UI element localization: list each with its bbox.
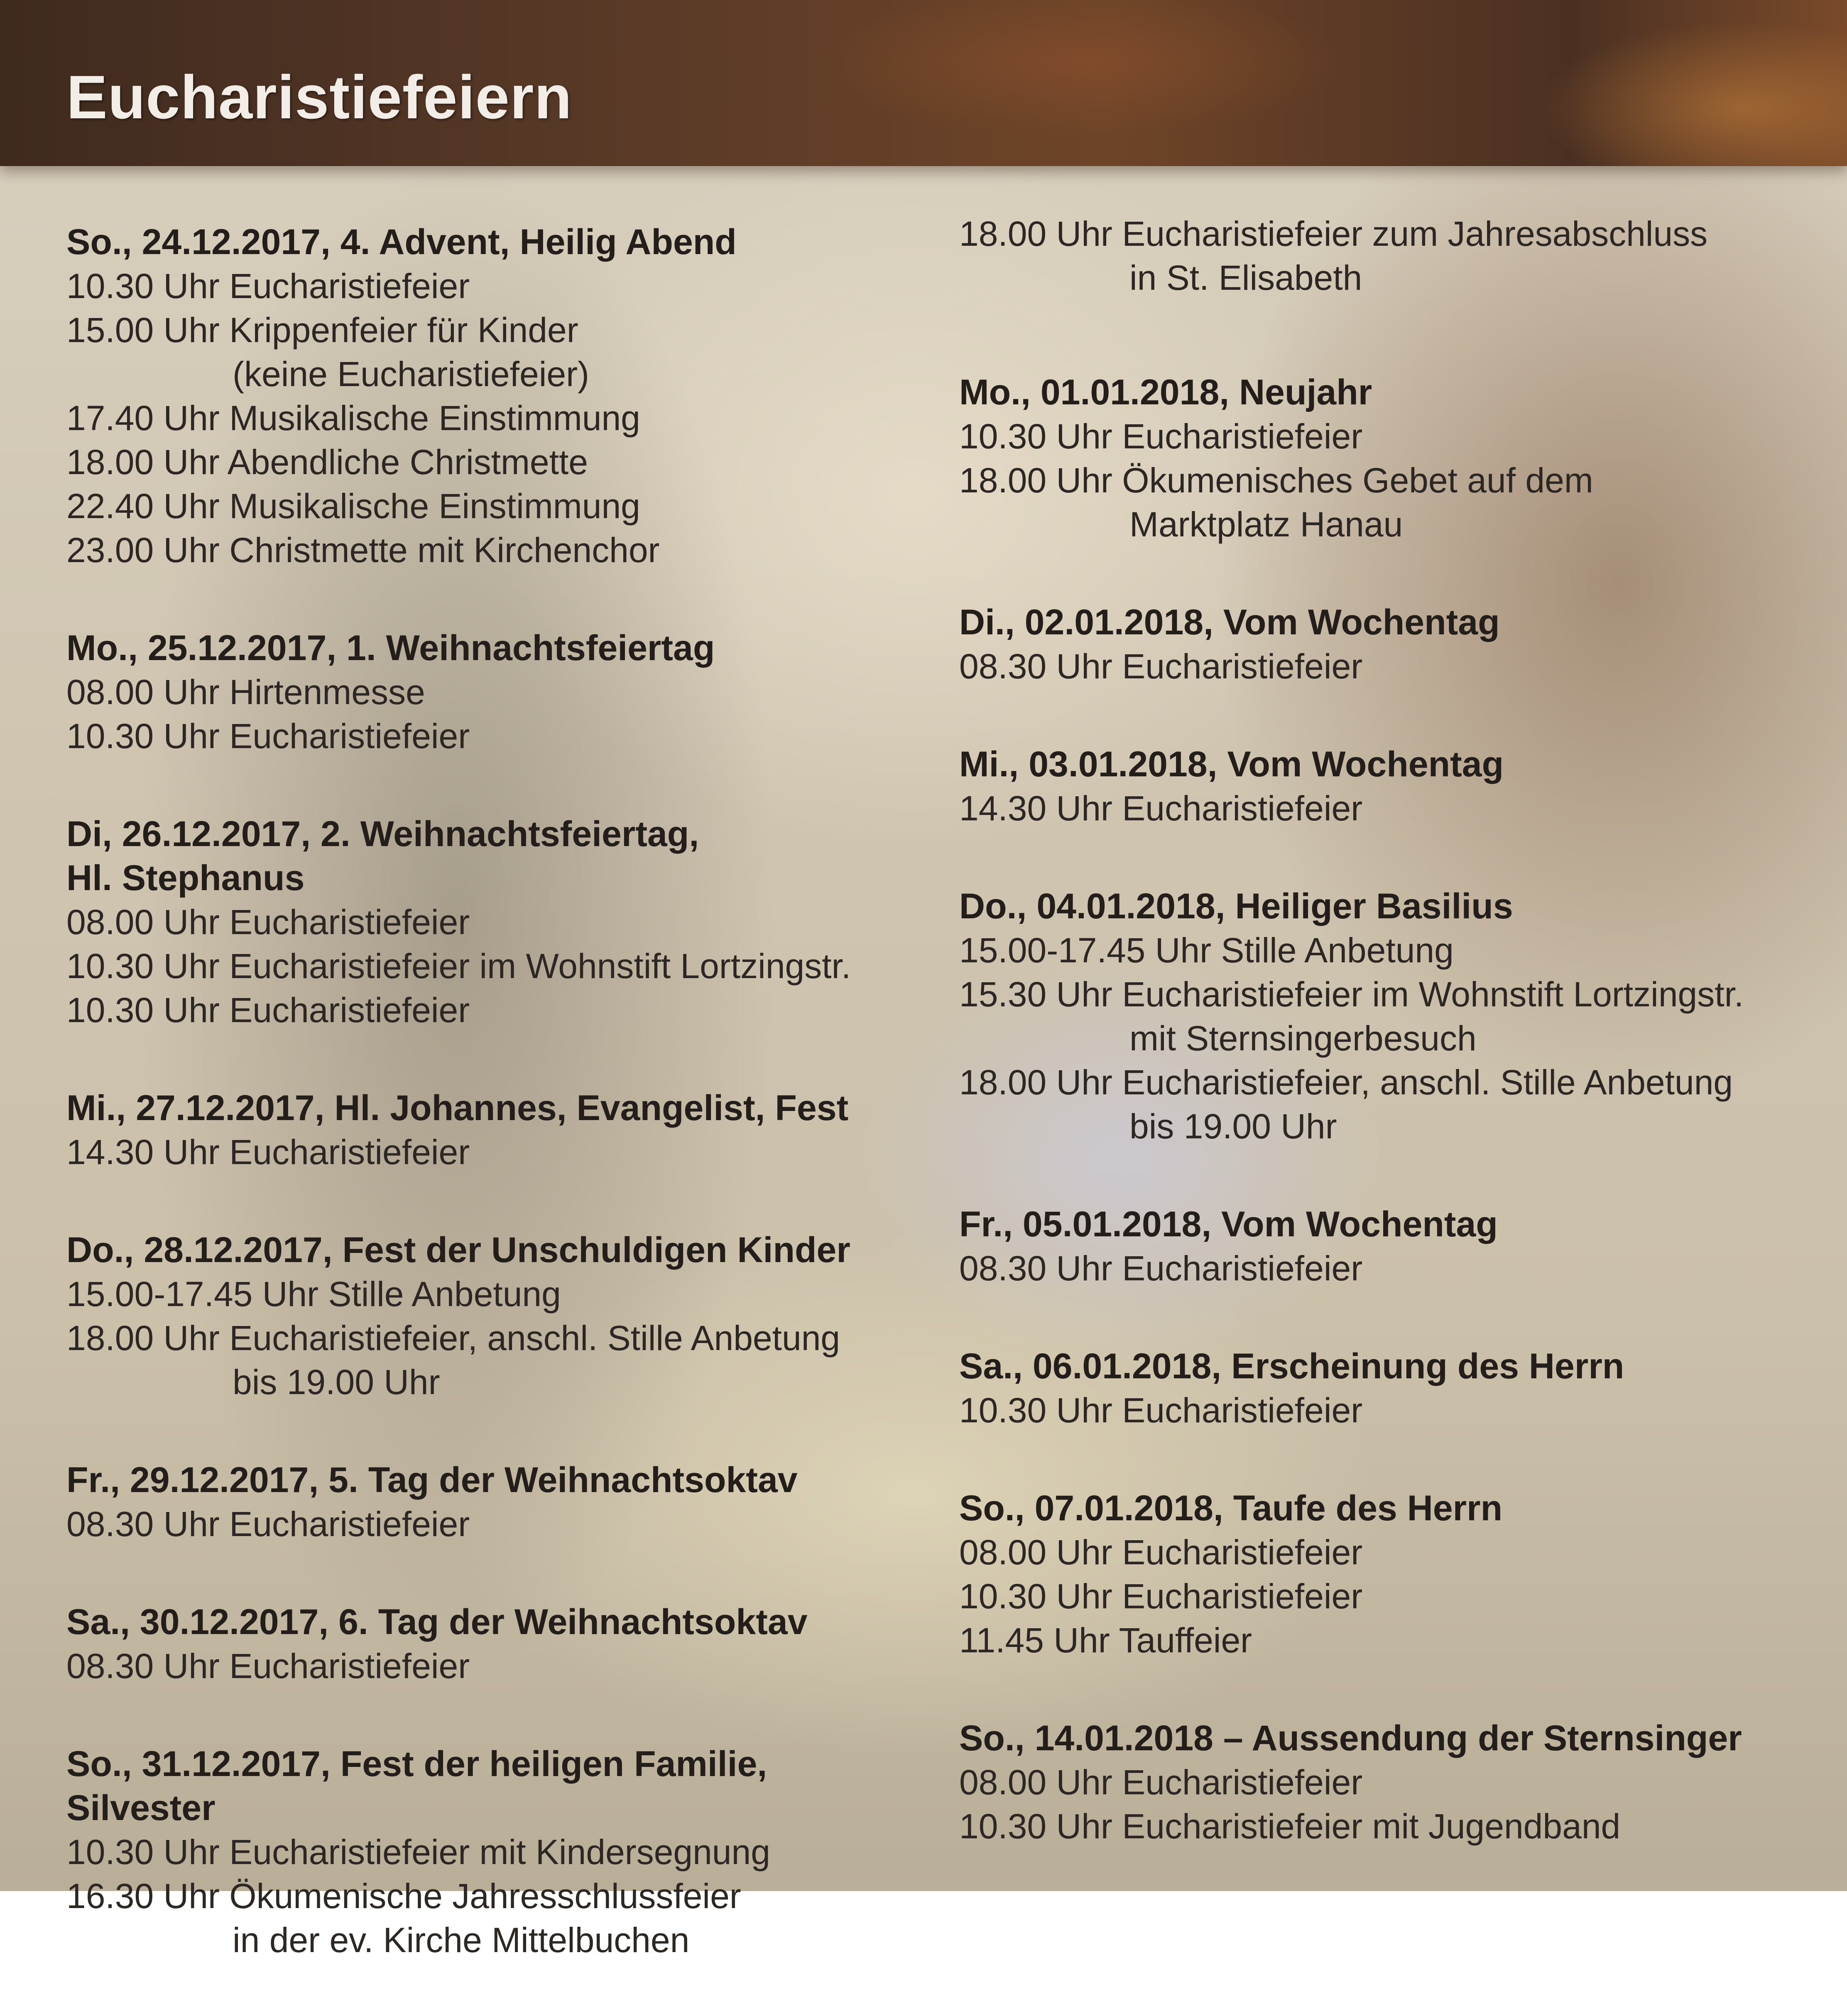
schedule-day — [959, 742, 1840, 830]
schedule-day — [66, 1458, 947, 1546]
service-entry: 11.45 Uhr Tauffeier — [959, 1621, 1252, 1660]
day-heading: Silvester — [66, 1788, 216, 1828]
service-entry: 08.30 Uhr Eucharistiefeier — [959, 647, 1363, 686]
service-entry: 16.30 Uhr Ökumenische Jahresschlussfeier — [66, 1877, 741, 1916]
header-banner — [0, 0, 1847, 166]
schedule-day — [959, 1716, 1840, 1848]
service-entry: 10.30 Uhr Eucharistiefeier im Wohnstift Lortzingstr. — [66, 947, 851, 986]
day-heading: Mi., 03.01.2018, Vom Wochentag — [959, 744, 1504, 784]
service-entry: Marktplatz Hanau — [1129, 505, 1403, 544]
service-entry: in St. Elisabeth — [1129, 258, 1362, 297]
service-entry: 18.00 Uhr Eucharistiefeier, anschl. Stille Anbetung — [66, 1319, 840, 1358]
schedule-day — [959, 1344, 1840, 1432]
service-entry: 14.30 Uhr Eucharistiefeier — [66, 1133, 470, 1172]
day-heading: Do., 04.01.2018, Heiliger Basilius — [959, 886, 1513, 926]
service-entry: 15.30 Uhr Eucharistiefeier im Wohnstift Lortzingstr. — [959, 975, 1744, 1014]
service-entry: bis 19.00 Uhr — [233, 1363, 440, 1402]
day-heading: Sa., 30.12.2017, 6. Tag der Weihnachtsoktav — [66, 1602, 808, 1642]
service-entry: 17.40 Uhr Musikalische Einstimmung — [66, 399, 640, 438]
day-heading: Mo., 25.12.2017, 1. Weihnachtsfeiertag — [66, 628, 715, 668]
day-heading: Di., 02.01.2018, Vom Wochentag — [959, 602, 1500, 642]
service-entry: 15.00-17.45 Uhr Stille Anbetung — [959, 931, 1454, 970]
service-entry: 22.40 Uhr Musikalische Einstimmung — [66, 487, 640, 526]
page-title: Eucharistiefeiern — [66, 63, 572, 132]
service-entry: (keine Eucharistiefeier) — [233, 355, 590, 394]
schedule-day — [959, 370, 1840, 546]
day-heading: Fr., 29.12.2017, 5. Tag der Weihnachtsoktav — [66, 1460, 798, 1500]
service-entry: 08.00 Uhr Eucharistiefeier — [959, 1533, 1363, 1572]
day-heading: So., 14.01.2018 – Aussendung der Sternsinger — [959, 1718, 1742, 1758]
service-entry: mit Sternsingerbesuch — [1129, 1019, 1477, 1058]
service-entry: 08.00 Uhr Hirtenmesse — [66, 673, 425, 712]
service-entry: 10.30 Uhr Eucharistiefeier mit Kindersegnung — [66, 1833, 770, 1872]
schedule-day — [959, 1486, 1840, 1662]
day-heading: So., 24.12.2017, 4. Advent, Heilig Abend — [66, 222, 737, 262]
schedule-day — [66, 1228, 947, 1404]
schedule-day — [66, 1600, 947, 1688]
service-entry: 08.00 Uhr Eucharistiefeier — [959, 1763, 1363, 1802]
schedule-day — [66, 1742, 947, 1962]
schedule-day — [959, 600, 1840, 688]
day-heading: Mi., 27.12.2017, Hl. Johannes, Evangelist, Fest — [66, 1088, 849, 1128]
service-entry: 18.00 Uhr Ökumenisches Gebet auf dem — [959, 461, 1593, 500]
schedule-day — [66, 812, 947, 1032]
service-entry: 23.00 Uhr Christmette mit Kirchenchor — [66, 531, 660, 570]
schedule-day — [66, 626, 947, 758]
service-entry: 10.30 Uhr Eucharistiefeier — [66, 991, 470, 1030]
schedule-column-left — [66, 220, 947, 2016]
schedule-day — [959, 212, 1840, 300]
day-heading: Hl. Stephanus — [66, 858, 305, 898]
schedule-day — [959, 1202, 1840, 1290]
service-entry: in der ev. Kirche Mittelbuchen — [233, 1921, 690, 1960]
schedule-day — [959, 884, 1840, 1148]
day-heading: Do., 28.12.2017, Fest der Unschuldigen Kinder — [66, 1230, 850, 1270]
day-heading: So., 07.01.2018, Taufe des Herrn — [959, 1488, 1503, 1528]
day-heading: Sa., 06.01.2018, Erscheinung des Herrn — [959, 1346, 1624, 1386]
service-entry: 08.00 Uhr Eucharistiefeier — [66, 903, 470, 942]
service-entry: 10.30 Uhr Eucharistiefeier — [959, 417, 1363, 456]
service-entry: 10.30 Uhr Eucharistiefeier — [959, 1391, 1363, 1430]
service-entry: 08.30 Uhr Eucharistiefeier — [959, 1249, 1363, 1288]
service-entry: 18.00 Uhr Eucharistiefeier zum Jahresabschluss — [959, 214, 1708, 253]
service-entry: 18.00 Uhr Abendliche Christmette — [66, 443, 588, 482]
schedule-column-right — [959, 212, 1840, 1902]
day-heading: Fr., 05.01.2018, Vom Wochentag — [959, 1204, 1498, 1244]
day-heading: So., 31.12.2017, Fest der heiligen Familie, — [66, 1744, 767, 1784]
schedule-day — [66, 220, 947, 572]
day-heading: Mo., 01.01.2018, Neujahr — [959, 372, 1372, 412]
service-entry: bis 19.00 Uhr — [1129, 1107, 1337, 1146]
service-entry: 10.30 Uhr Eucharistiefeier — [959, 1577, 1363, 1616]
service-entry: 15.00 Uhr Krippenfeier für Kinder — [66, 311, 578, 350]
service-entry: 10.30 Uhr Eucharistiefeier — [66, 717, 470, 756]
service-entry: 18.00 Uhr Eucharistiefeier, anschl. Stille Anbetung — [959, 1063, 1733, 1102]
service-entry: 10.30 Uhr Eucharistiefeier mit Jugendband — [959, 1807, 1621, 1846]
day-heading: Di, 26.12.2017, 2. Weihnachtsfeiertag, — [66, 814, 699, 854]
service-entry: 14.30 Uhr Eucharistiefeier — [959, 789, 1363, 828]
service-entry: 08.30 Uhr Eucharistiefeier — [66, 1647, 470, 1686]
service-entry: 15.00-17.45 Uhr Stille Anbetung — [66, 1275, 561, 1314]
service-entry: 10.30 Uhr Eucharistiefeier — [66, 267, 470, 306]
service-entry: 08.30 Uhr Eucharistiefeier — [66, 1505, 470, 1544]
schedule-day — [66, 1086, 947, 1174]
